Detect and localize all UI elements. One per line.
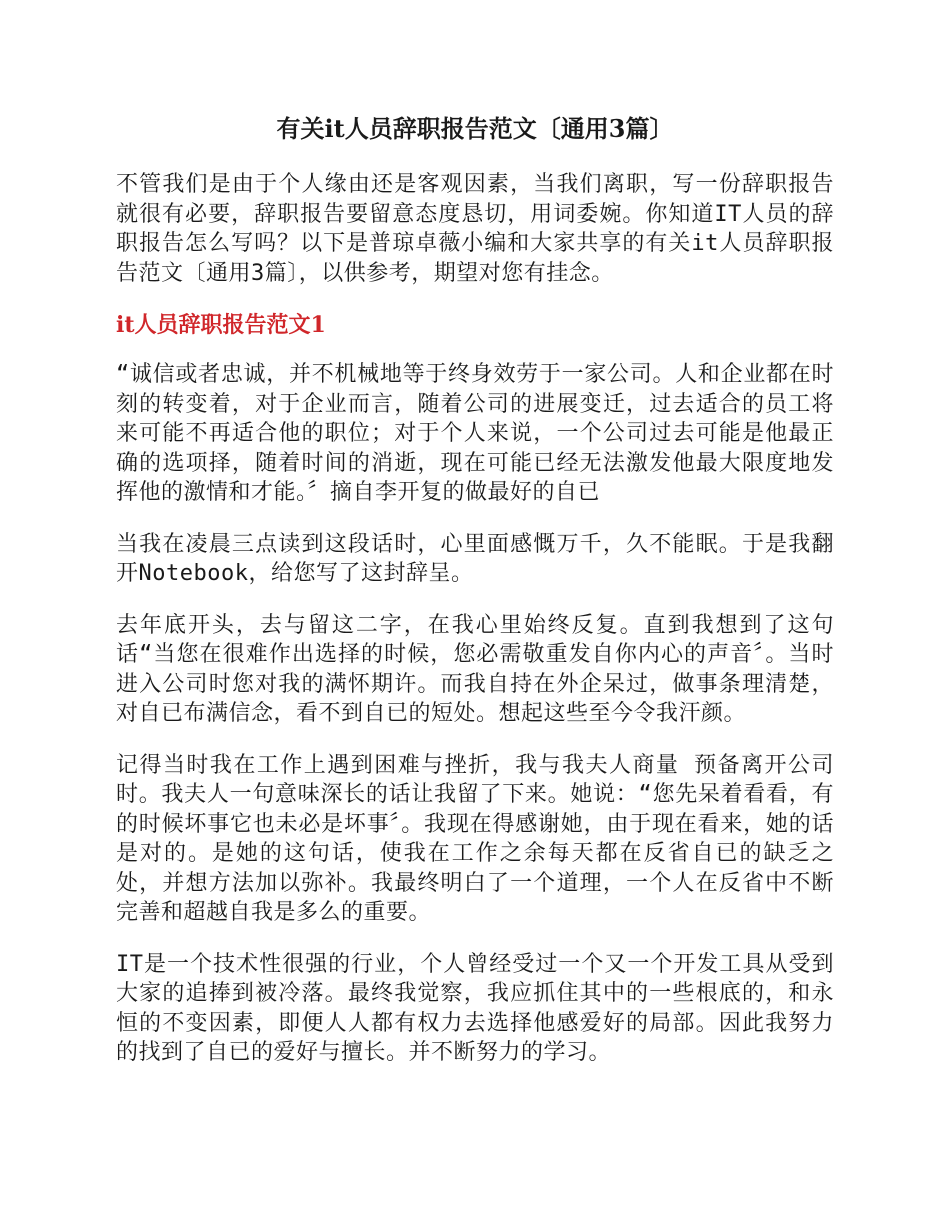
- body-paragraph-5: IT是一个技术性很强的行业，个人曾经受过一个又一个开发工具从受到大家的追捧到被冷落。最终我觉察，我应抓住其中的一些根底的，和永恒的不变因素，即便人人都有权力去选择他感爱好的局部。因此我努力的找到了自已的爱好与擅长。并不断努力的学习。: [116, 951, 834, 1065]
- body-paragraph-3: 去年底开头，去与留这二字，在我心里始终反复。直到我想到了这句话“当您在很难作出选择的时候，您必需敬重发自你内心的声音〞。当时进入公司时您对我的满怀期许。而我自持在外企呆过，做事条理清楚，对自已布满信念，看不到自已的短处。想起这些至今令我汗颜。: [116, 612, 834, 726]
- body-paragraph-1: “诚信或者忠诚，并不机械地等于终身效劳于一家公司。人和企业都在时刻的转变着，对于企业而言，随着公司的进展变迁，过去适合的员工将来可能不再适合他的职位；对于个人来说，一个公司过去可能是他最正确的选项择，随着时间的消逝，现在可能已经无法激发他最大限度地发挥他的激情和才能。〞摘自李开复的做最好的自已: [116, 362, 834, 505]
- document-title: 有关it人员辞职报告范文〔通用3篇〕: [276, 114, 674, 143]
- document-body: [116, 170, 834, 1090]
- section-heading: it人员辞职报告范文1: [116, 312, 326, 338]
- body-paragraph-2: 当我在凌晨三点读到这段话时，心里面感慨万千，久不能眠。于是我翻开Notebook，给您写了这封辞呈。: [116, 531, 834, 586]
- intro-paragraph: 不管我们是由于个人缘由还是客观因素，当我们离职，写一份辞职报告就很有必要，辞职报告要留意态度恳切，用词委婉。你知道IT人员的辞职报告怎么写吗？以下是普琼卓薇小编和大家共享的有关it人员辞职报告范文〔通用3篇〕，以供参考，期望对您有挂念。: [116, 172, 834, 286]
- body-paragraph-4: 记得当时我在工作上遇到困难与挫折，我与我夫人商量 预备离开公司时。我夫人一句意味深长的话让我留了下来。她说：“您先呆着看看，有的时候坏事它也未必是坏事〞。我现在得感谢她，由于现在看来，她的话是对的。是她的这句话，使我在工作之余每天都在反省自已的缺乏之处，并想方法加以弥补。我最终明白了一个道理，一个人在反省中不断完善和超越自我是多么的重要。: [116, 752, 834, 925]
